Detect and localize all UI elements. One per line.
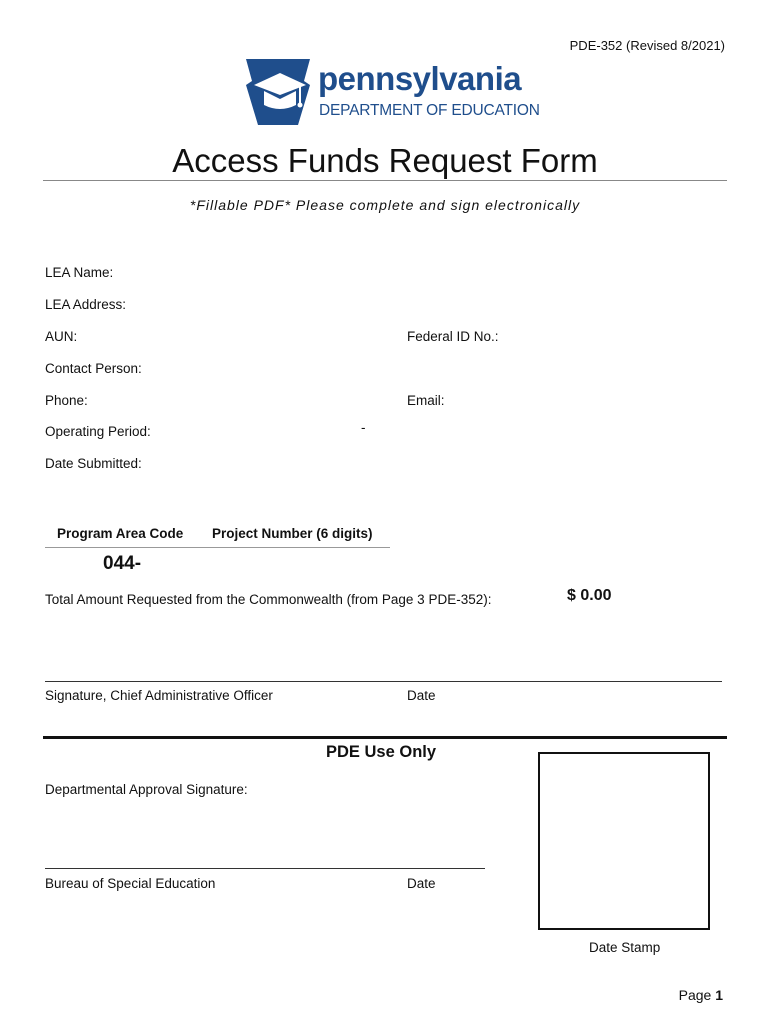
- form-code: PDE-352 (Revised 8/2021): [569, 38, 725, 53]
- operating-period-label: Operating Period:: [45, 424, 151, 439]
- contact-person-label: Contact Person:: [45, 361, 142, 376]
- officer-signature-label: Signature, Chief Administrative Officer: [45, 688, 273, 703]
- federal-id-label: Federal ID No.:: [407, 329, 499, 344]
- page-title: Access Funds Request Form: [172, 142, 598, 179]
- logo-department: DEPARTMENT OF EDUCATION: [319, 102, 540, 119]
- date-stamp-label: Date Stamp: [589, 940, 661, 955]
- program-code-value: 044-: [103, 553, 142, 574]
- approval-signature-line: [45, 868, 485, 869]
- date-submitted-field[interactable]: [150, 455, 400, 473]
- project-header-rule: [45, 547, 390, 548]
- email-label: Email:: [407, 393, 445, 408]
- pde-use-heading: PDE Use Only: [326, 743, 437, 761]
- aun-field[interactable]: [85, 328, 385, 346]
- contact-person-field[interactable]: [150, 360, 725, 378]
- lea-address-field[interactable]: [135, 296, 725, 314]
- approval-signature-label: Departmental Approval Signature:: [45, 782, 248, 797]
- officer-signature-field[interactable]: [45, 655, 385, 677]
- lea-name-label: LEA Name:: [45, 265, 114, 280]
- title-divider: [43, 180, 727, 181]
- email-field[interactable]: [450, 392, 725, 410]
- aun-label: AUN:: [45, 329, 78, 344]
- project-number-field[interactable]: [150, 555, 270, 577]
- page-subtitle: *Fillable PDF* Please complete and sign electronically: [189, 197, 581, 213]
- bureau-label: Bureau of Special Education: [45, 876, 216, 891]
- date-stamp-box: [538, 752, 710, 930]
- page-prefix: Page: [678, 987, 712, 1003]
- lea-address-label: LEA Address:: [45, 297, 127, 312]
- approval-date-label: Date: [407, 876, 436, 891]
- pde-section-divider: [43, 736, 727, 739]
- program-area-code-label: Program Area Code: [57, 526, 184, 541]
- total-amount-label: Total Amount Requested from the Commonwealth (from Page 3 PDE-352):: [45, 592, 492, 607]
- federal-id-field[interactable]: [505, 328, 725, 346]
- keystone-mortarboard-icon: [240, 55, 316, 129]
- total-amount-value: $ 0.00: [567, 587, 612, 604]
- officer-date-label: Date: [407, 688, 436, 703]
- logo-wordmark: pennsylvania: [318, 60, 522, 97]
- date-submitted-label: Date Submitted:: [45, 456, 142, 471]
- lea-name-field[interactable]: [125, 264, 725, 282]
- project-number-label: Project Number (6 digits): [212, 526, 373, 541]
- signature-line: [45, 681, 722, 682]
- phone-field[interactable]: [95, 392, 385, 410]
- page-number-value: 1: [715, 987, 723, 1003]
- officer-date-field[interactable]: [407, 655, 607, 677]
- phone-label: Phone:: [45, 393, 88, 408]
- page-number: [679, 987, 723, 1003]
- operating-period-start-field[interactable]: [160, 423, 355, 441]
- period-separator: -: [361, 420, 366, 435]
- operating-period-end-field[interactable]: [372, 423, 572, 441]
